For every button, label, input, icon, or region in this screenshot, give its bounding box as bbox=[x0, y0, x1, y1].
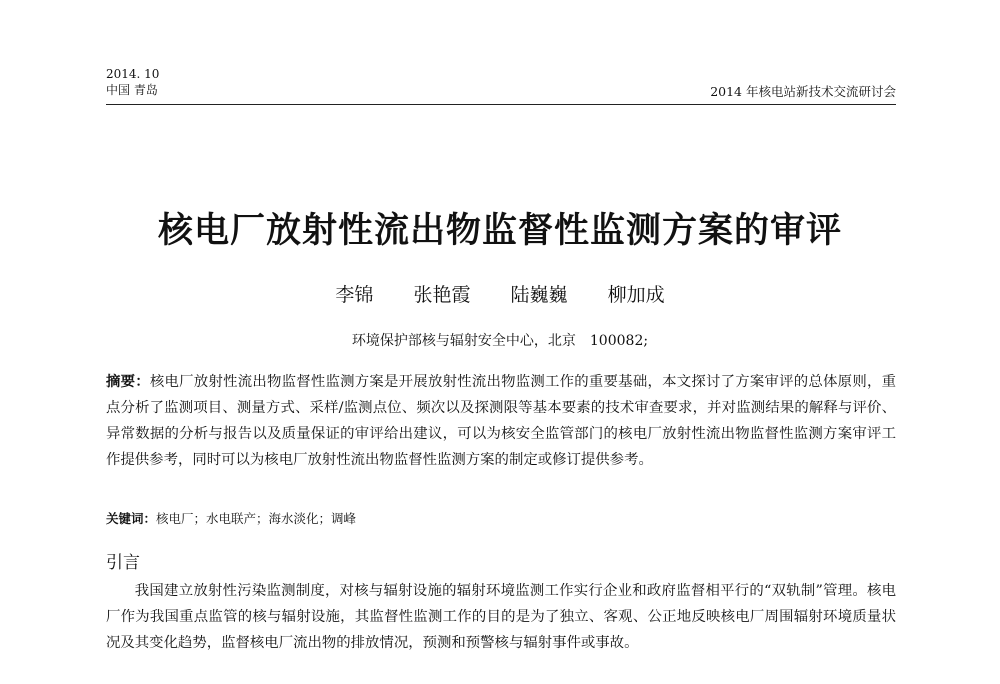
section-heading-introduction: 引言 bbox=[106, 553, 140, 573]
header-location: 中国 青岛 bbox=[106, 83, 158, 97]
header-date: 2014. 10 bbox=[106, 67, 160, 81]
author-name: 张艳霞 bbox=[413, 284, 471, 306]
keywords-text: 核电厂；水电联产；海水淡化；调峰 bbox=[156, 511, 357, 526]
abstract bbox=[106, 369, 896, 473]
intro-paragraph: 我国建立放射性污染监测制度，对核与辐射设施的辐射环境监测工作实行企业和政府监督相平行的“双轨制”管理。核电厂作为我国重点监管的核与辐射设施，其监督性监测工作的目的是为了独立、客观、公正地反映核电厂周围辐射环境质量状况及其变化趋势，监督核电厂流出物的排放情况，预测和预警核与辐射事件或事故。 bbox=[106, 583, 896, 651]
affiliation: 环境保护部核与辐射安全中心，北京 100082; bbox=[351, 333, 649, 349]
abstract-text: 核电厂放射性流出物监督性监测方案是开展放射性流出物监测工作的重要基础，本文探讨了方案审评的总体原则，重点分析了监测项目、测量方式、采样/监测点位、频次以及探测限等基本要素的技术审查要求，并对监测结果的解释与评价、异常数据的分析与报告以及质量保证的审评给出建议，可以为核安全监管部门的核电厂放射性流出物监督性监测方案审评工作提供参考，同时可以为核电厂放射性流出物监督性监测方案的制定或修订提供参考。 bbox=[106, 374, 896, 468]
keywords bbox=[106, 509, 896, 529]
header-conference: 2014 年核电站新技术交流研讨会 bbox=[710, 84, 896, 99]
keywords-label: 关键词： bbox=[106, 511, 157, 526]
author-name: 陆巍巍 bbox=[510, 284, 568, 306]
author-list bbox=[0, 282, 1000, 308]
abstract-label: 摘要： bbox=[106, 374, 150, 390]
author-name: 李锦 bbox=[335, 284, 374, 306]
paper-title: 核电厂放射性流出物监督性监测方案的审评 bbox=[157, 211, 842, 251]
header-divider bbox=[106, 104, 896, 105]
author-name: 柳加成 bbox=[607, 284, 665, 306]
header-left bbox=[106, 66, 159, 98]
